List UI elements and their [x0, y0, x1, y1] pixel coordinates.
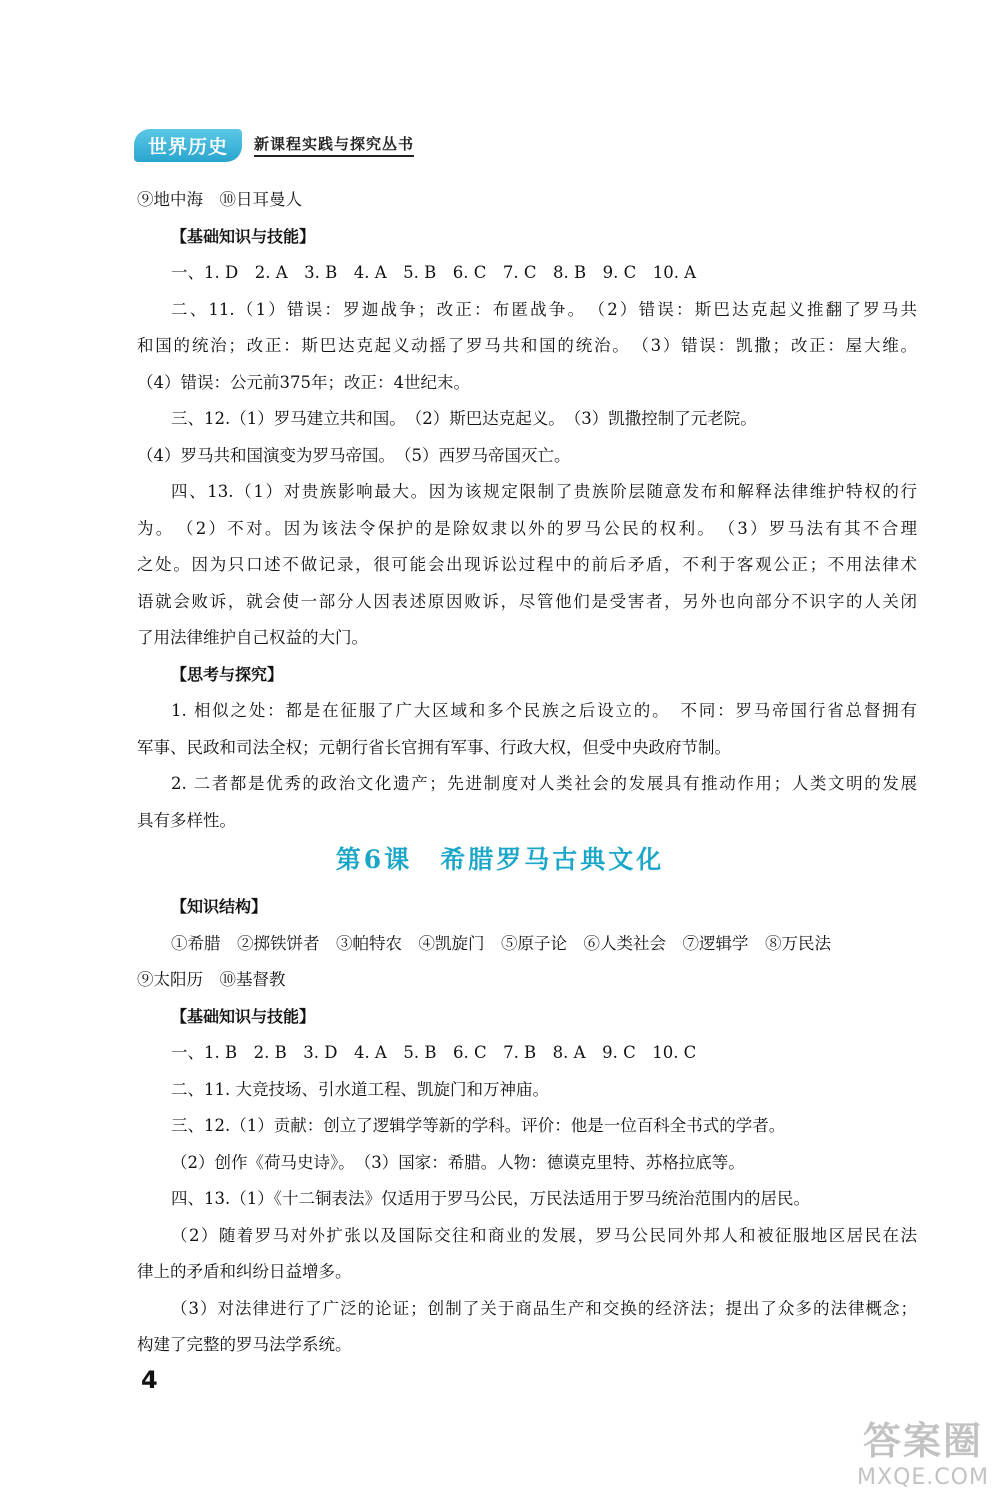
text-line: （3）对法律进行了广泛的论证；创制了关于商品生产和交换的经济法；提出了众多的法律概念；	[171, 1298, 917, 1318]
watermark-domain: MXQE.COM	[857, 1465, 989, 1490]
text-line: 一、1. B 2. B 3. D 4. A 5. B 6. C 7. B 8. A 9. C 10. C	[171, 1043, 697, 1062]
text-line: 为。 （2）不对。因为该法令保护的是除奴隶以外的罗马公民的权利。 （3）罗马法有其不合理	[137, 518, 917, 538]
text-line: 二、11. 大竞技场、引水道工程、凯旋门和万神庙。	[171, 1079, 549, 1099]
text-line: 二、11.（1）错误：罗迦战争；改正：布匿战争。 （2）错误：斯巴达克起义推翻了罗马共	[171, 299, 917, 319]
text-line: 2. 二者都是优秀的政治文化遗产；先进制度对人类社会的发展具有推动作用；人类文明的发展	[171, 774, 917, 793]
page-header	[134, 128, 414, 162]
text-line: ①希腊 ②掷铁饼者 ③帕特农 ④凯旋门 ⑤原子论 ⑥人类社会 ⑦逻辑学 ⑧万民法	[171, 933, 831, 953]
text-line: 和国的统治；改正：斯巴达克起义动摇了罗马共和国的统治。 （3）错误：凯撒；改正：屋大维。	[137, 336, 917, 355]
text-line: 军事、民政和司法全权；元朝行省长官拥有军事、行政大权，但受中央政府节制。	[137, 737, 731, 757]
text-line: 具有多样性。	[137, 810, 236, 830]
text-line: 1. 相似之处：都是在征服了广大区域和多个民族之后设立的。 不同：罗马帝国行省总督拥有	[171, 701, 917, 720]
text-line: 四、13.（1）对贵族影响最大。因为该规定限制了贵族阶层随意发布和解释法律维护特权的行	[171, 482, 917, 501]
text-line: 一、1. D 2. A 3. B 4. A 5. B 6. C 7. C 8. B 9. C 10. A	[171, 263, 697, 282]
answers-section-lesson6	[137, 889, 917, 1364]
text-line: （2）随着罗马对外扩张以及国际交往和商业的发展，罗马公民同外邦人和被征服地区居民在法	[171, 1225, 917, 1245]
text-line: ⑨太阳历 ⑩基督教	[137, 970, 286, 989]
section-heading: 【基础知识与技能】	[171, 226, 316, 246]
text-line: ⑨地中海 ⑩日耳曼人	[137, 190, 302, 209]
text-line: 语就会败诉，就会使一部分人因表述原因败诉，尽管他们是受害者，另外也向部分不识字的人关闭	[137, 591, 917, 611]
answers-section-lesson5	[137, 182, 917, 839]
text-line: （2）创作《荷马史诗》。 （3）国家：希腊。人物：德谟克里特、苏格拉底等。	[171, 1152, 745, 1172]
text-line: 律上的矛盾和纠纷日益增多。	[137, 1262, 352, 1281]
text-line: （4）罗马共和国演变为罗马帝国。 （5）西罗马帝国灭亡。	[137, 445, 571, 465]
section-heading: 【基础知识与技能】	[171, 1006, 316, 1026]
series-title: 新课程实践与探究丛书	[254, 133, 414, 157]
section-heading: 【思考与探究】	[171, 664, 284, 684]
lesson-title: 第6课 希腊罗马古典文化	[335, 845, 665, 874]
page-number: 4	[141, 1366, 158, 1394]
text-line: 之处。因为只口述不做记录，很可能会出现诉讼过程中的前后矛盾，不利于客观公正；不用法律术	[137, 555, 917, 574]
text-line: （4）错误：公元前375年；改正：4世纪末。	[137, 372, 470, 392]
text-line: 三、12.（1）贡献：创立了逻辑学等新的学科。评价：他是一位百科全书式的学者。	[171, 1116, 786, 1135]
text-line: 四、13.（1）《十二铜表法》仅适用于罗马公民，万民法适用于罗马统治范围内的居民。	[171, 1189, 810, 1208]
text-line: 了用法律维护自己权益的大门。	[137, 628, 368, 647]
book-badge: 世界历史	[134, 129, 242, 162]
watermark	[848, 1410, 998, 1502]
text-line: 构建了完整的罗马法学系统。	[137, 1335, 352, 1354]
text-line: 三、12.（1）罗马建立共和国。 （2）斯巴达克起义。 （3）凯撒控制了元老院。	[171, 409, 757, 428]
watermark-logo: 答案圈	[862, 1419, 983, 1463]
section-heading: 【知识结构】	[171, 897, 268, 916]
